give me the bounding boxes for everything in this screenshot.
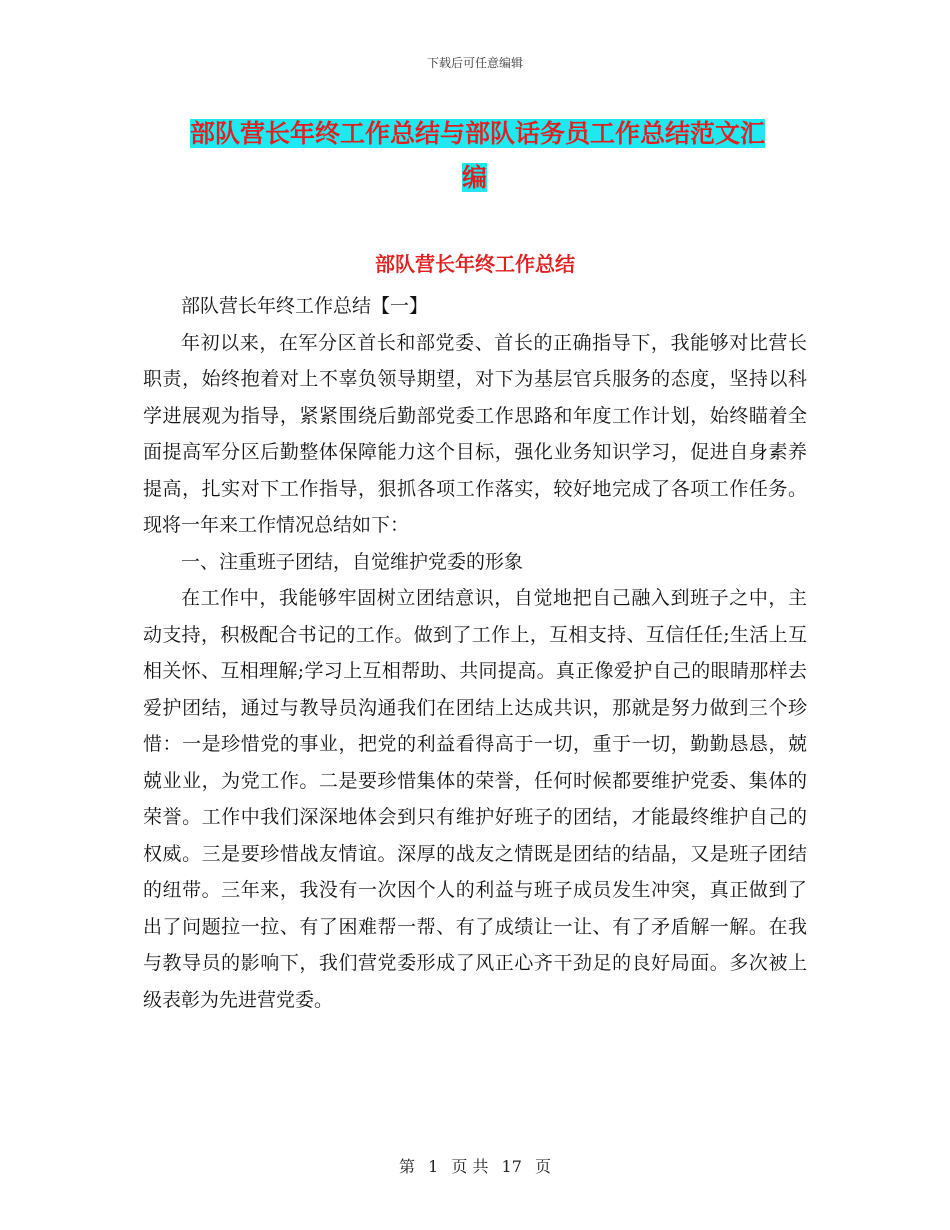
paragraph-subheading: 部队营长年终工作总结【一】 xyxy=(181,295,429,317)
page-header: 下载后可任意编辑 xyxy=(426,56,523,70)
footer-page-number: 1 xyxy=(428,1157,439,1176)
document-title-line-1: 部队营长年终工作总结与部队话务员工作总结范文汇 xyxy=(190,119,766,148)
footer-prefix: 第 xyxy=(398,1157,415,1176)
paragraph-body-1: 在工作中，我能够牢固树立团结意识，自觉地把自己融入到班子之中，主动支持，积极配合书记的工作。做到了工作上，互相支持、互信任任;生活上互相关怀、互相理解;学习上互相帮助、共同提高。真正像爱护自己的眼睛那样去爱护团结，通过与教导员沟通我们在团结上达成共识，那就是努力做到三个珍惜：一是珍惜党的事业，把党的利益看得高于一切，重于一切，勤勤恳恳，兢兢业业，为党工作。二是要珍惜集体的荣誉，任何时候都要维护党委、集体的荣誉。工作中我们深深地体会到只有维护好班子的团结，才能最终维护自己的权威。三是要珍惜战友情谊。深厚的战友之情既是团结的结晶，又是班子团结的纽带。三年来，我没有一次因个人的利益与班子成员发生冲突，真正做到了出了问题拉一拉、有了困难帮一帮、有了成绩让一让、有了矛盾解一解。在我与教导员的影响下，我们营党委形成了风正心齐干劲足的良好局面。多次被上级表彰为先进营党委。 xyxy=(143,587,807,1011)
paragraph-intro: 年初以来，在军分区首长和部党委、首长的正确指导下，我能够对比营长职责，始终抱着对上不辜负领导期望，对下为基层官兵服务的态度，坚持以科学进展观为指导，紧紧围绕后勤部党委工作思路和年度工作计划，始终瞄着全面提高军分区后勤整体保障能力这个目标，强化业务知识学习，促进自身素养提高，扎实对下工作指导，狠抓各项工作落实，较好地完成了各项工作任务。现将一年来工作情况总结如下： xyxy=(143,331,807,536)
footer-total-pages: 17 xyxy=(501,1157,522,1176)
footer-suffix: 页 xyxy=(535,1157,552,1176)
body-text xyxy=(143,288,807,1018)
paragraph-heading-1: 一、注重班子团结，自觉维护党委的形象 xyxy=(181,550,524,573)
document-title xyxy=(190,112,810,200)
section-title: 部队营长年终工作总结 xyxy=(375,252,575,276)
footer-mid: 页 共 xyxy=(451,1157,489,1176)
document-title-line-2: 编 xyxy=(462,163,488,192)
page-footer xyxy=(0,1154,950,1177)
